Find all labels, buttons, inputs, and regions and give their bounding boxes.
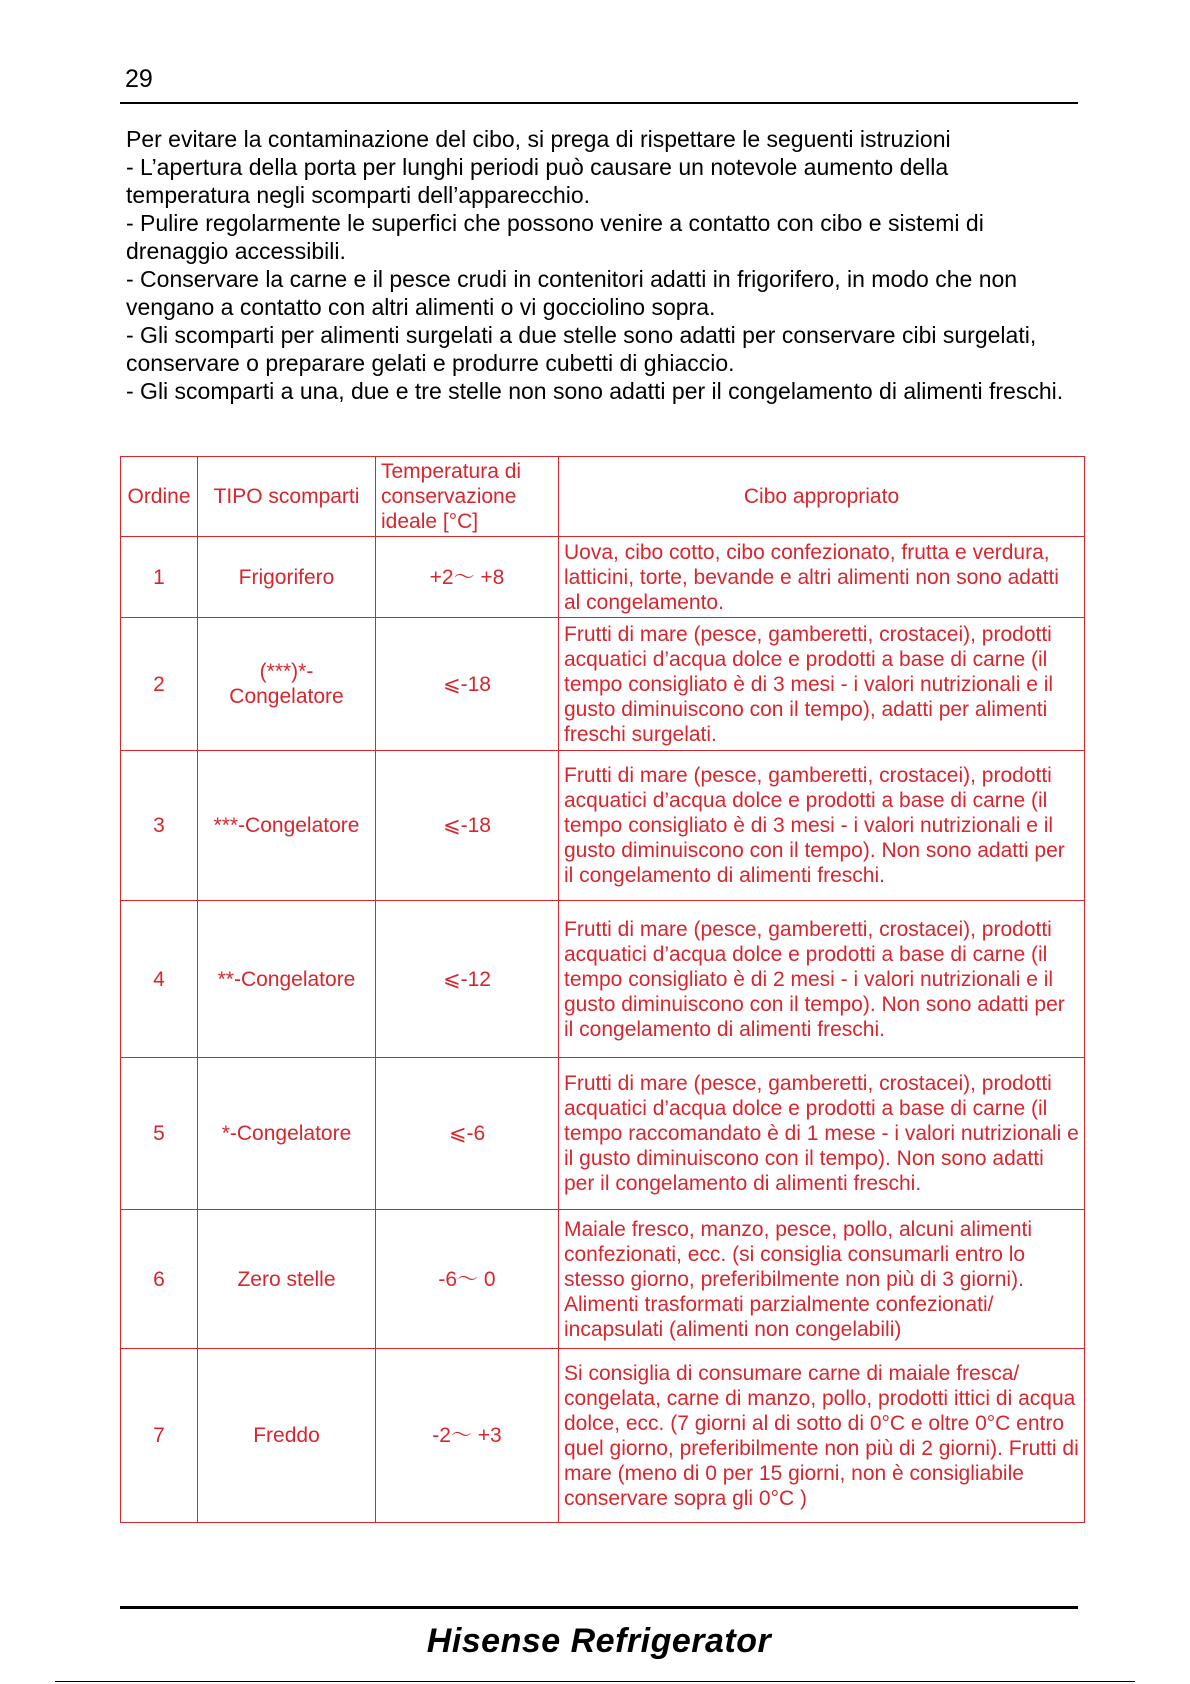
row-order: 1 <box>121 537 198 618</box>
intro-line: - Gli scomparti a una, due e tre stelle non sono adatti per il congelamento di alimenti freschi. <box>126 378 1064 404</box>
row-temperature: ⩽-12 <box>376 901 559 1058</box>
table-row <box>121 901 1085 1058</box>
row-order: 7 <box>121 1349 198 1523</box>
intro-line: - Pulire regolarmente le superfici che possono venire a contatto con cibo e sistemi di drenaggio accessibili. <box>126 210 984 264</box>
table-row <box>121 537 1085 618</box>
row-food: Frutti di mare (pesce, gamberetti, crostacei), prodotti acquatici d’acqua dolce e prodotti a base di carne (il tempo raccomandato è di 1 mese - i valori nutrizionali e il gusto diminuiscono con il tempo). Non sono adatti per il congelamento di alimenti freschi. <box>559 1058 1085 1210</box>
header-rule <box>120 102 1078 104</box>
page-number: 29 <box>125 65 153 93</box>
row-type: Freddo <box>198 1349 376 1523</box>
table-row <box>121 1349 1085 1523</box>
row-food: Si consiglia di consumare carne di maiale fresca/ congelata, carne di manzo, pollo, prodotti ittici di acqua dolce, ecc. (7 giorni al di sotto di 0°C e oltre 0°C entro quel giorno, preferibilmente non più di 2 giorni). Frutti di mare (meno di 0 per 15 giorni, non è consigliabile conservare sopra gli 0°C ) <box>559 1349 1085 1523</box>
header-temperature: Temperatura di conservazione ideale [°C] <box>376 457 559 537</box>
header-order: Ordine <box>121 457 198 537</box>
row-temperature: ⩽-6 <box>376 1058 559 1210</box>
intro-line: - Conservare la carne e il pesce crudi in contenitori adatti in frigorifero, in modo che non vengano a contatto con altri alimenti o vi gocciolino sopra. <box>126 266 1018 320</box>
footer-rule <box>120 1606 1078 1609</box>
page-bottom-line <box>55 1681 1135 1682</box>
row-type: (***)*-Congelatore <box>198 618 376 751</box>
row-order: 6 <box>121 1210 198 1349</box>
row-type: *-Congelatore <box>198 1058 376 1210</box>
row-type: ***-Congelatore <box>198 751 376 901</box>
row-food: Frutti di mare (pesce, gamberetti, crostacei), prodotti acquatici d’acqua dolce e prodotti a base di carne (il tempo consigliato è di 3 mesi - i valori nutrizionali e il gusto diminuiscono con il tempo), adatti per alimenti freschi surgelati. <box>559 618 1085 751</box>
table-row <box>121 1058 1085 1210</box>
row-type: Frigorifero <box>198 537 376 618</box>
table-header-row <box>121 457 1085 537</box>
table-row <box>121 1210 1085 1349</box>
row-temperature: -2～ +3 <box>376 1349 559 1523</box>
row-temperature: ⩽-18 <box>376 618 559 751</box>
storage-table <box>120 456 1085 1523</box>
row-food: Frutti di mare (pesce, gamberetti, crostacei), prodotti acquatici d’acqua dolce e prodotti a base di carne (il tempo consigliato è di 2 mesi - i valori nutrizionali e il gusto diminuiscono con il tempo). Non sono adatti per il congelamento di alimenti freschi. <box>559 901 1085 1058</box>
row-order: 5 <box>121 1058 198 1210</box>
row-food: Maiale fresco, manzo, pesce, pollo, alcuni alimenti confezionati, ecc. (si consiglia consumarli entro lo stesso giorno, preferibilmente non più di 3 giorni). Alimenti trasformati parzialmente confezionati/ incapsulati (alimenti non congelabili) <box>559 1210 1085 1349</box>
header-type: TIPO scomparti <box>198 457 376 537</box>
row-order: 4 <box>121 901 198 1058</box>
table-row <box>121 618 1085 751</box>
row-food: Frutti di mare (pesce, gamberetti, crostacei), prodotti acquatici d’acqua dolce e prodotti a base di carne (il tempo consigliato è di 3 mesi - i valori nutrizionali e il gusto diminuiscono con il tempo). Non sono adatti per il congelamento di alimenti freschi. <box>559 751 1085 901</box>
row-order: 2 <box>121 618 198 751</box>
row-temperature: ⩽-18 <box>376 751 559 901</box>
table-row <box>121 751 1085 901</box>
intro-line: - L’apertura della porta per lunghi periodi può causare un notevole aumento della temperatura negli scomparti dell’apparecchio. <box>126 154 949 208</box>
intro-line: - Gli scomparti per alimenti surgelati a due stelle sono adatti per conservare cibi surgelati, conservare o preparare gelati e produrre cubetti di ghiaccio. <box>126 322 1037 376</box>
header-food: Cibo appropriato <box>559 457 1085 537</box>
row-food: Uova, cibo cotto, cibo confezionato, frutta e verdura, latticini, torte, bevande e altri alimenti non sono adatti al congelamento. <box>559 537 1085 618</box>
row-temperature: -6～ 0 <box>376 1210 559 1349</box>
row-type: Zero stelle <box>198 1210 376 1349</box>
row-temperature: +2～ +8 <box>376 537 559 618</box>
row-order: 3 <box>121 751 198 901</box>
row-type: **-Congelatore <box>198 901 376 1058</box>
brand-logo-text: Hisense Refrigerator <box>426 1622 772 1660</box>
intro-line: Per evitare la contaminazione del cibo, si prega di rispettare le seguenti istruzioni <box>126 126 951 152</box>
intro-text <box>126 125 1076 405</box>
